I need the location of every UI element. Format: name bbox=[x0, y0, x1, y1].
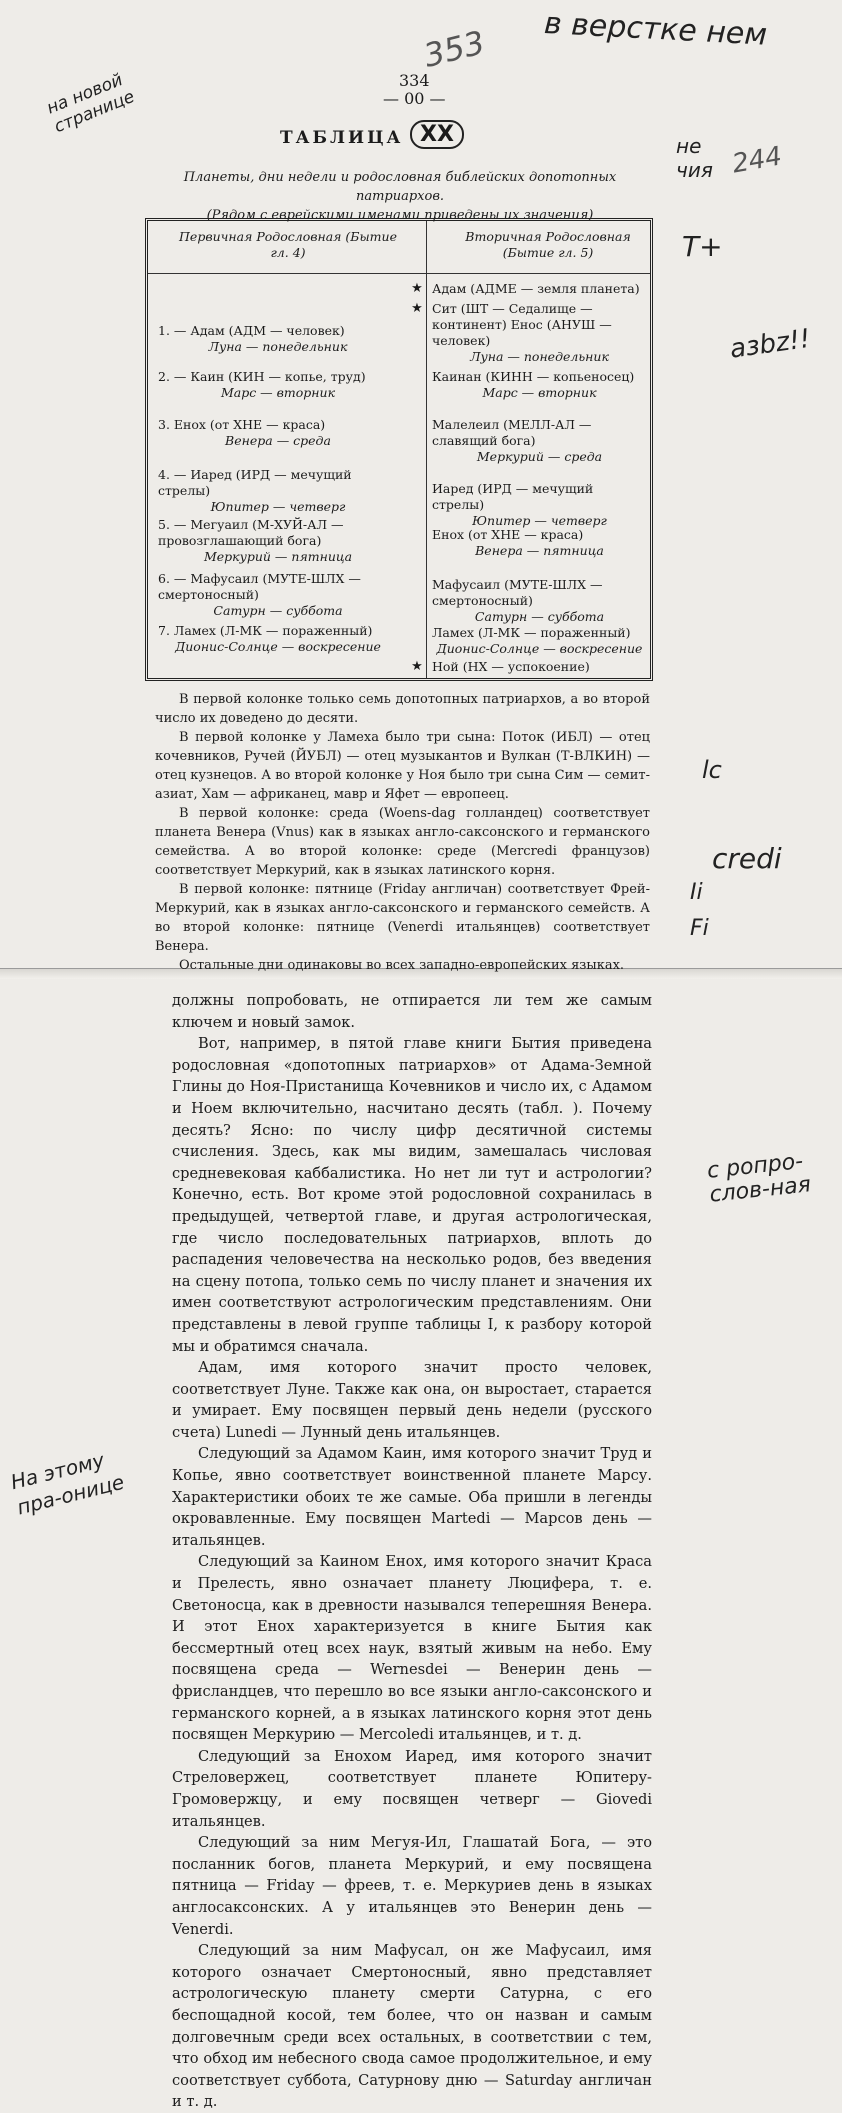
note-paragraph: В первой колонке у Ламеха было три сына: Поток (ИБЛ) — отец кочевников, Ручей (ЙУБЛ) — отец музыкантов и Вулкан (Т-ВЛКИН) — отец кузнецов. А во второй колонке у Ноя было три сына Сим — семит-азиат, Хам — африканец, мавр и Яфет — европеец. bbox=[155, 730, 650, 802]
table-row: 2. — Каин (КИН — копье, труд) Марс — вторник bbox=[158, 369, 366, 400]
handwritten-number-353: 353 bbox=[420, 23, 489, 75]
table-row: Сит (ШТ — Седалище — континент) Енос (АНУШ — человек) Луна — понедельник bbox=[432, 301, 612, 364]
table-row: Иаред (ИРД — мечущий стрелы) Юпитер — четверг bbox=[432, 481, 607, 528]
table-row: Енох (от ХНЕ — краса) Венера — пятница bbox=[432, 527, 604, 558]
handwritten-tag-tf: Т+ bbox=[682, 230, 723, 263]
table-row: Каинан (КИНН — копьеносец) Марс — вторник bbox=[432, 369, 635, 400]
body-paragraph: Следующий за ним Мафусал, он же Мафусаил, имя которого означает Смертоносный, явно представляет астрологическую планету смерти Сатурна, с его беспощадной косой, тем более, что он назван и самым долговечным среди всех остальных, в соответствии с тем, что обход им небесного свода самое продолжительное, и ему соответствует суббота, Сатурнову дню — Saturday англичан и т. д. bbox=[172, 1942, 652, 2111]
handwritten-note-lc: lc bbox=[702, 756, 722, 784]
note-paragraph: В первой колонке только семь допотопных патриархов, а во второй число их доведено до десяти. bbox=[155, 692, 650, 726]
main-text bbox=[172, 990, 652, 2113]
handwritten-note-ne-chia: не чия bbox=[676, 134, 713, 182]
body-paragraph: Следующий за Адамом Каин, имя которого значит Труд и Копье, явно соответствует воинственной планете Марсу. Характеристики обоих те же самые. Оба пришли в легенды окровавленные. Ему посвящен Martedi — Марсов день — итальянцев. bbox=[172, 1445, 652, 1549]
star-icon: ★ bbox=[411, 281, 423, 296]
table-row: Ламех (Л-МК — пораженный) Дионис-Солнце — воскресение bbox=[432, 625, 643, 656]
body-paragraph: должны попробовать, не отпирается ли тем же самым ключем и новый замок. bbox=[172, 992, 652, 1031]
handwritten-number-244: 244 bbox=[730, 141, 785, 180]
body-paragraph: Следующий за Каином Енох, имя которого значит Краса и Прелесть, явно означает планету Люцифера, т. е. Светоносца, как в древности назывался теперешняя Венера. И этот Енох характеризуется в книге Бытия как бессмертный отец всех наук, взятый живым на небо. Ему посвящена среда — Wernesdei — Венерин день — фрисландцев, что перешло во все языки англо-саксонского и германского корней, а в языках латинского корня этот день посвящен Меркурию — Mercoledi итальянцев, и т. д. bbox=[172, 1553, 652, 1744]
table-row: Адам (АДМЕ — земля планета) bbox=[432, 281, 640, 296]
handwritten-note-rodoslovnaya: с ропро-слов-ная bbox=[705, 1148, 813, 1208]
handwritten-note-credi: credi bbox=[712, 842, 782, 875]
table-row: 7. Ламех (Л-МК — пораженный) Дионис-Солнце — воскресение bbox=[158, 623, 381, 654]
table-row: Мафусаил (МУТЕ-ШЛХ — смертоносный) Сатурн — суббота bbox=[432, 577, 605, 624]
table-row: 5. — Мегуаил (М-ХУЙ-АЛ — провозглашающий бога) Меркурий — пятница bbox=[158, 517, 353, 564]
table-row: 4. — Иаред (ИРД — мечущий стрелы) Юпитер — четверг bbox=[158, 467, 352, 514]
table-row: Ной (НХ — успокоение) bbox=[432, 659, 590, 674]
note-paragraph: В первой колонке: пятнице (Friday англичан) соответствует Фрей-Меркурий, как в языках англо-саксонского и германского семейств. А во второй колонке: пятнице (Venerdi итальянцев) соответствует Венера. bbox=[155, 882, 650, 954]
table-row: Малелеил (МЕЛЛ-АЛ — славящий бога) Меркурий — среда bbox=[432, 417, 603, 464]
handwritten-note-na-etomu: На этому пра-онице bbox=[8, 1447, 127, 1520]
table-row: 3. Енох (от ХНЕ — краса) Венера — среда bbox=[158, 417, 331, 448]
table-title: ТАБЛИЦА bbox=[280, 128, 404, 148]
page-number: 334 — 00 — bbox=[383, 71, 446, 108]
table-row: 1. — Адам (АДМ — человек) Луна — понедельник bbox=[158, 323, 348, 354]
body-paragraph: Адам, имя которого значит просто человек, соответствует Луне. Также как она, он выростает, старается и умирает. Ему посвящен первый день недели (русского счета) Lunedi — Лунный день итальянцев. bbox=[172, 1359, 652, 1441]
body-paragraph: Вот, например, в пятой главе книги Бытия приведена родословная «допотопных патриархов» от Адама-Земной Глины до Ноя-Пристанища Кочевников и число их, с Адамом и Ноем включительно, насчитано десять (табл. ). Почему десять? Ясно: по числу цифр десятичной системы счисления. Здесь, как мы видим, замешалась числовая средневековая каббалистика. Но нет ли тут и астрологии? Конечно, есть. Вот кроме этой родословной сохранилась в предыдущей, четвертой главе, и другая астрологическая, где число последовательных патриархов, вплоть до распадения человечества на несколько родов, без введения на сцену потопа, только семь по числу планет и значения их имен соответствуют астрологическим представлениям. Они представлены в левой группе таблицы I, к разбору которой мы и обратимся сначала. bbox=[172, 1035, 652, 1355]
right-column-header: Вторичная Родословная (Бытие гл. 5) bbox=[465, 229, 631, 260]
genealogy-table bbox=[145, 218, 653, 681]
table-number: XX bbox=[410, 120, 464, 149]
star-icon: ★ bbox=[411, 659, 423, 674]
left-column-header: Первичная Родословная (Бытие гл. 4) bbox=[179, 229, 397, 260]
table-subtitle: Планеты, дни недели и родословная библейских допотопных патриархов. (Рядом с еврейскими именами приведены их значения) bbox=[183, 170, 617, 223]
handwritten-note-top-left: на новой странице bbox=[44, 70, 138, 138]
table-notes bbox=[155, 690, 650, 975]
handwritten-note-az: азbz!! bbox=[728, 323, 813, 365]
note-paragraph: В первой колонке: среда (Woens-dag голландец) соответствует планета Венера (Vnus) как в языках англо-саксонского и германского семейства. А во второй колонке: среде (Mercredi французов) соответствует Меркурий, как в языках латинского корня. bbox=[155, 806, 650, 878]
handwritten-note-ii: Ii bbox=[690, 880, 703, 905]
body-paragraph: Следующий за Енохом Иаред, имя которого значит Стреловержец, соответствует планете Юпитеру-Громовержцу, и ему посвящен четверг — Giovedi итальянцев. bbox=[172, 1747, 652, 1830]
note-paragraph: Остальные дни одинаковы во всех западно-европейских языках. bbox=[179, 958, 625, 973]
handwritten-note-top-right: в верстке нем bbox=[543, 6, 768, 53]
table-row: 6. — Мафусаил (МУТЕ-ШЛХ — смертоносный) Сатурн — суббота bbox=[158, 571, 361, 618]
star-icon: ★ bbox=[411, 301, 423, 316]
body-paragraph: Следующий за ним Мегуя-Ил, Глашатай Бога, — это посланник богов, планета Меркурий, и ему посвящена пятница — Friday — фреев, т. е. Меркуриев день в языках англосаксонских. А у итальянцев это Венерин день — Venerdi. bbox=[172, 1834, 652, 1938]
handwritten-note-fi: Fi bbox=[690, 916, 709, 941]
